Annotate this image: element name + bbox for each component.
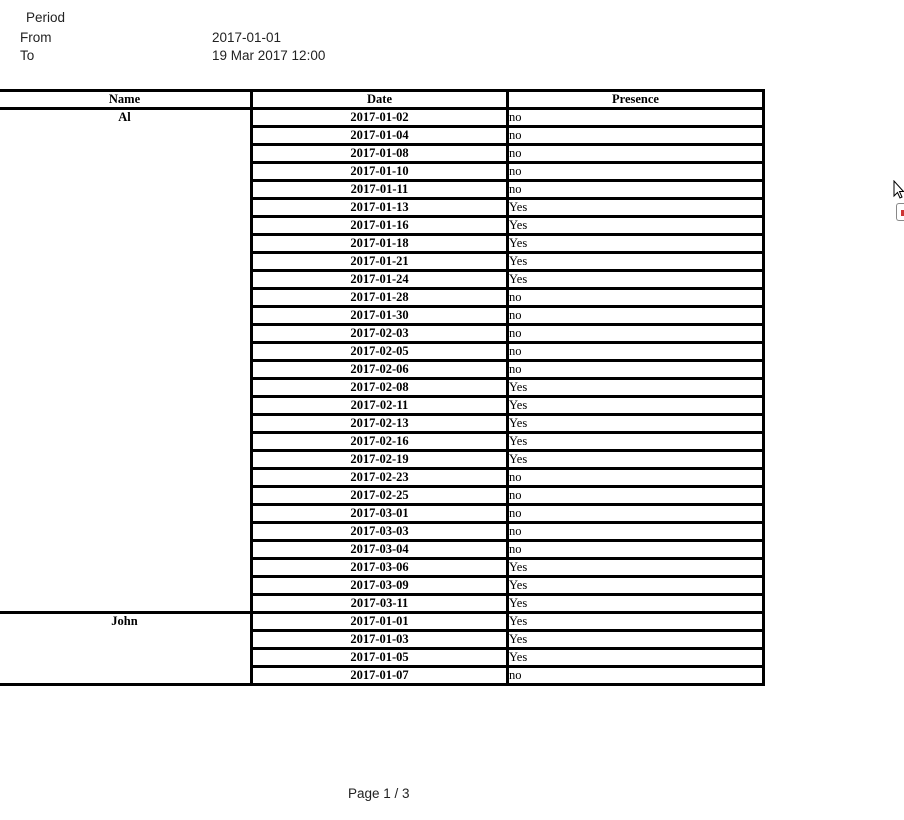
presence-cell: Yes (508, 217, 764, 235)
presence-cell: no (508, 289, 764, 307)
presence-cell: Yes (508, 253, 764, 271)
presence-cell: no (508, 523, 764, 541)
presence-cell: no (508, 127, 764, 145)
presence-cell: no (508, 343, 764, 361)
date-cell: 2017-02-23 (252, 469, 508, 487)
date-cell: 2017-01-07 (252, 667, 508, 685)
date-cell: 2017-02-25 (252, 487, 508, 505)
table-row (0, 109, 764, 127)
date-cell: 2017-02-11 (252, 397, 508, 415)
date-cell: 2017-01-30 (252, 307, 508, 325)
to-value: 19 Mar 2017 12:00 (212, 48, 326, 63)
date-cell: 2017-01-04 (252, 127, 508, 145)
presence-cell: Yes (508, 577, 764, 595)
presence-cell: no (508, 163, 764, 181)
page-indicator: Page 1 / 3 (348, 786, 410, 801)
date-cell: 2017-02-08 (252, 379, 508, 397)
side-panel-tab[interactable] (896, 203, 904, 221)
from-label: From (20, 30, 52, 45)
header-presence: Presence (508, 91, 764, 109)
presence-cell: no (508, 541, 764, 559)
presence-cell: no (508, 181, 764, 199)
presence-cell: Yes (508, 613, 764, 631)
date-cell: 2017-03-11 (252, 595, 508, 613)
date-cell: 2017-01-13 (252, 199, 508, 217)
date-cell: 2017-02-19 (252, 451, 508, 469)
presence-cell: Yes (508, 235, 764, 253)
presence-cell: Yes (508, 415, 764, 433)
presence-cell: no (508, 109, 764, 127)
presence-cell: Yes (508, 451, 764, 469)
date-cell: 2017-01-18 (252, 235, 508, 253)
table-row (0, 613, 764, 631)
presence-cell: Yes (508, 271, 764, 289)
date-cell: 2017-01-28 (252, 289, 508, 307)
date-cell: 2017-03-01 (252, 505, 508, 523)
presence-cell: no (508, 325, 764, 343)
header-name: Name (0, 91, 252, 109)
date-cell: 2017-01-03 (252, 631, 508, 649)
presence-table (0, 89, 765, 686)
date-cell: 2017-02-06 (252, 361, 508, 379)
presence-cell: no (508, 487, 764, 505)
presence-cell: Yes (508, 631, 764, 649)
table-body (0, 109, 764, 685)
date-cell: 2017-01-01 (252, 613, 508, 631)
date-cell: 2017-01-10 (252, 163, 508, 181)
person-name-cell: Al (0, 109, 252, 613)
date-cell: 2017-03-06 (252, 559, 508, 577)
date-cell: 2017-02-03 (252, 325, 508, 343)
presence-cell: no (508, 361, 764, 379)
date-cell: 2017-03-03 (252, 523, 508, 541)
table-header-row (0, 91, 764, 109)
date-cell: 2017-01-05 (252, 649, 508, 667)
presence-cell: no (508, 145, 764, 163)
presence-cell: no (508, 667, 764, 685)
date-cell: 2017-02-16 (252, 433, 508, 451)
date-cell: 2017-01-08 (252, 145, 508, 163)
date-cell: 2017-01-21 (252, 253, 508, 271)
mouse-pointer-icon (893, 180, 904, 200)
date-cell: 2017-01-16 (252, 217, 508, 235)
from-value: 2017-01-01 (212, 30, 282, 45)
presence-cell: Yes (508, 649, 764, 667)
date-cell: 2017-01-24 (252, 271, 508, 289)
presence-cell: Yes (508, 379, 764, 397)
presence-cell: no (508, 469, 764, 487)
to-label: To (20, 48, 35, 63)
date-cell: 2017-02-13 (252, 415, 508, 433)
date-cell: 2017-03-04 (252, 541, 508, 559)
presence-cell: Yes (508, 433, 764, 451)
date-cell: 2017-03-09 (252, 577, 508, 595)
presence-cell: Yes (508, 397, 764, 415)
date-cell: 2017-01-02 (252, 109, 508, 127)
period-title: Period (26, 10, 66, 25)
date-cell: 2017-01-11 (252, 181, 508, 199)
person-name-cell: John (0, 613, 252, 685)
presence-cell: no (508, 307, 764, 325)
presence-cell: Yes (508, 595, 764, 613)
date-cell: 2017-02-05 (252, 343, 508, 361)
presence-cell: Yes (508, 199, 764, 217)
header-date: Date (252, 91, 508, 109)
presence-cell: no (508, 505, 764, 523)
presence-cell: Yes (508, 559, 764, 577)
